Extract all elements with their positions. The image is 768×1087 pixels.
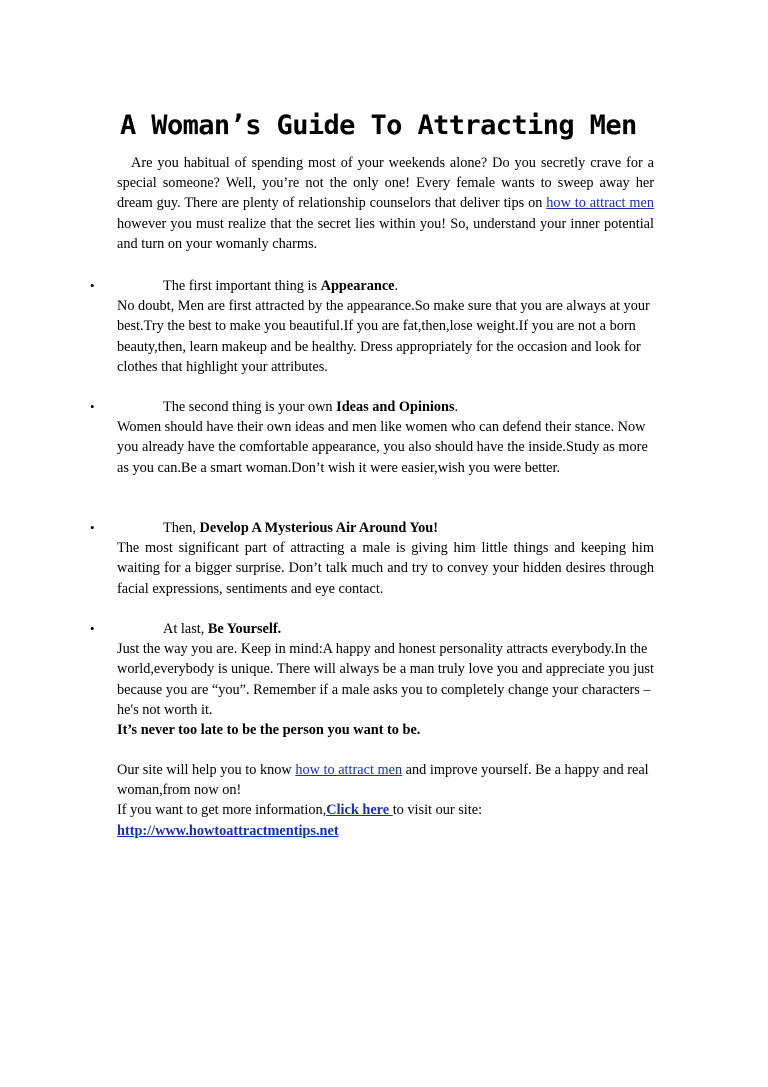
section-be-yourself — [90, 619, 662, 740]
section-keyword: Ideas and Opinions — [336, 399, 455, 415]
emphasis-line: It’s never too late to be the person you want to be. — [117, 722, 421, 739]
section-lead: At last, — [163, 621, 208, 637]
closing-text-before: Our site will help you to know — [117, 762, 296, 778]
bullet-icon: • — [90, 278, 95, 293]
how-to-attract-men-link-2[interactable]: how to attract men — [295, 762, 403, 778]
closing-block — [117, 760, 662, 841]
section-tail: . — [454, 399, 459, 415]
document-title: A Woman’s Guide To Attracting Men — [120, 110, 637, 141]
closing-paragraph — [117, 760, 662, 800]
more-info-text: If you want to get more information, — [117, 802, 327, 819]
section-body: The most significant part of attracting a male is giving him little things and keeping him waiting for a bigger surprise. Don’t talk much and try to convey your hidden desires through facial expressions, sentiments and eye contact. — [117, 540, 654, 597]
section-heading — [90, 619, 662, 639]
more-info-line — [117, 800, 662, 820]
bullet-icon: • — [90, 399, 95, 414]
visit-site-text: to visit our site: — [392, 802, 483, 819]
section-lead: Then, — [163, 520, 200, 536]
site-url-line — [117, 821, 662, 841]
section-body: Just the way you are. Keep in mind:A happy and honest personality attracts everybody.In the world,everybody is unique. There will always be a man truly love you and appreciate you just because you are “you”. Remember if a male asks you to completely change your characters – he's not worth it. — [117, 641, 654, 718]
bullet-icon: • — [90, 520, 95, 535]
intro-text-before: Are you habitual of spending most of your weekends alone? Do you secretly crave for a special someone? Well, you’re not the only one! Every female wants to sweep away her dream guy. There are plenty of relationship counselors that deliver tips on — [117, 155, 654, 212]
bullet-icon: • — [90, 621, 95, 636]
section-appearance — [90, 276, 662, 377]
section-lead: The first important thing is — [163, 278, 321, 294]
closing-text-after: and improve yourself. Be a happy and real woman,from now on! — [117, 762, 649, 799]
section-body: No doubt, Men are first attracted by the appearance.So make sure that you are always at your best.Try the best to make you beautiful.If you are fat,then,lose weight.If you are not a born beauty,then, learn makeup and be healthy. Dress appropriately for the occasion and look for clothes that highlight your attributes. — [117, 298, 650, 375]
section-tail: . — [394, 278, 399, 294]
section-heading — [90, 518, 662, 538]
section-mysterious-air — [90, 518, 662, 599]
section-ideas-opinions — [90, 397, 662, 478]
section-keyword: Be Yourself. — [207, 621, 282, 637]
section-keyword: Develop A Mysterious Air Around You! — [199, 520, 438, 536]
section-heading — [90, 397, 662, 417]
section-heading — [90, 276, 662, 296]
site-url-link[interactable]: http://www.howtoattractmentips.net — [117, 822, 339, 839]
intro-text-after: however you must realize that the secret lies within you! So, understand your inner potential and turn on your womanly charms. — [117, 215, 654, 252]
click-here-link[interactable]: Click here — [326, 802, 393, 819]
section-lead: The second thing is your own — [163, 399, 337, 415]
section-keyword: Appearance — [320, 278, 395, 294]
intro-paragraph — [117, 153, 654, 254]
how-to-attract-men-link[interactable]: how to attract men — [546, 195, 654, 212]
section-body: Women should have their own ideas and men like women who can defend their stance. Now you already have the comfortable appearance, you also should have the inside.Study as more as you can.Be a smart woman.Don’t wish it were easier,wish you were better. — [117, 419, 648, 476]
